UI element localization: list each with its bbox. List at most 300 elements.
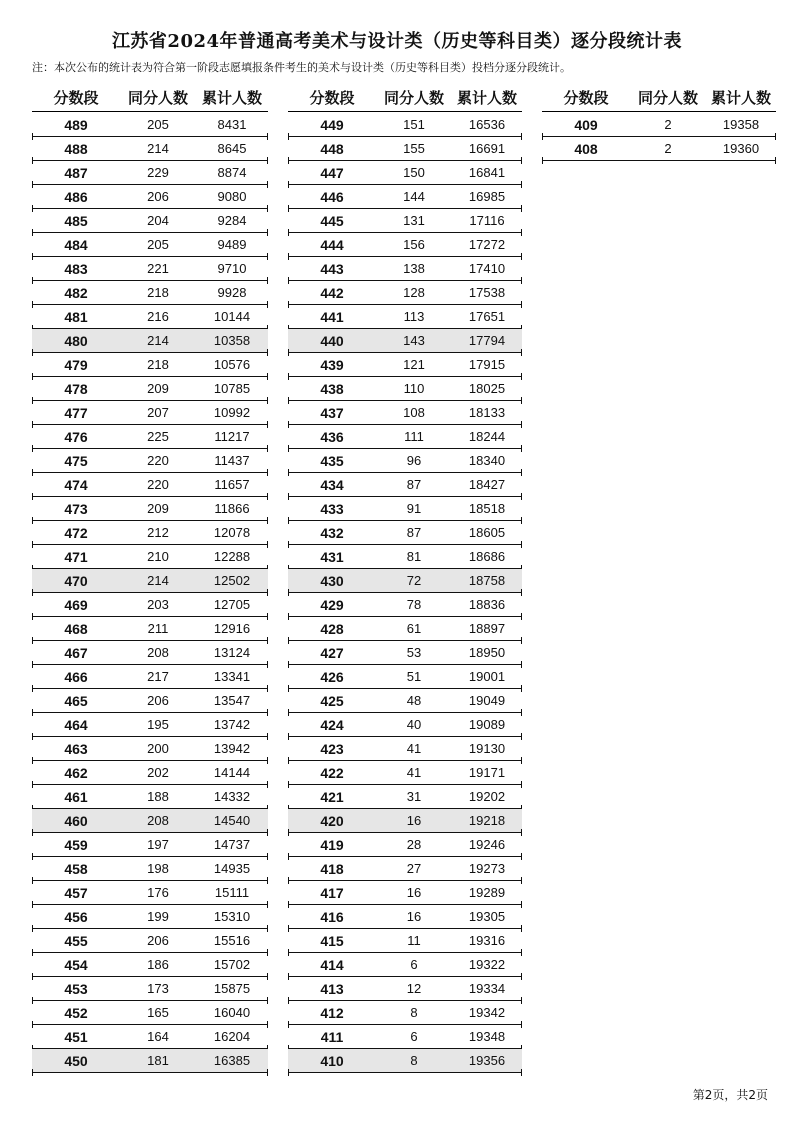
same-count-cell: 8 [410,1005,418,1020]
cumulative-cell: 18605 [468,525,506,540]
cumulative-cell: 18025 [468,381,506,396]
score-cell: 442 [320,284,344,301]
same-count-cell: 41 [406,741,422,756]
score-cell: 439 [320,356,344,373]
cumulative-cell: 14332 [213,789,251,804]
table-row [32,833,268,857]
table-row [288,329,522,353]
cumulative-cell: 19342 [468,1005,506,1020]
score-cell: 486 [64,188,88,205]
table-row [288,713,522,737]
table-row [288,425,522,449]
cumulative-cell: 17538 [468,285,506,300]
score-cell: 466 [64,668,88,685]
table-row [288,113,522,137]
table-header [542,86,776,108]
score-cell: 416 [320,908,344,925]
cumulative-cell: 10144 [213,309,251,324]
score-cell: 437 [320,404,344,421]
score-cell: 410 [320,1052,344,1069]
same-count-cell: 2 [664,141,672,156]
cumulative-cell: 8431 [217,117,247,132]
same-count-cell: 138 [403,261,425,276]
cumulative-cell: 11217 [214,429,250,444]
table-row [288,305,522,329]
same-count-cell: 48 [406,693,422,708]
table-row [32,665,268,689]
same-count-cell: 202 [147,765,169,780]
cumulative-cell: 19089 [468,717,506,732]
score-cell: 472 [64,524,88,541]
table-header [32,86,268,108]
same-count-cell: 113 [403,309,425,324]
table-row [32,689,268,713]
cumulative-cell: 19360 [722,141,760,156]
same-count-cell: 209 [147,501,169,516]
table-row [32,641,268,665]
table-row [288,785,522,809]
table-row [288,569,522,593]
same-count-cell: 53 [406,645,422,660]
score-cell: 422 [320,764,344,781]
table-row [288,353,522,377]
cumulative-cell: 14935 [213,861,251,876]
same-count-cell: 216 [147,309,169,324]
table-row [32,617,268,641]
cumulative-cell: 9928 [217,285,247,300]
table-row [32,281,268,305]
table-row [288,281,522,305]
table-row [32,449,268,473]
cumulative-cell: 16691 [468,141,506,156]
table-row [288,977,522,1001]
score-cell: 489 [64,116,88,133]
score-table-column-2 [288,86,522,1073]
cumulative-cell: 19356 [468,1053,506,1068]
same-count-cell: 220 [147,453,169,468]
cumulative-cell: 10358 [213,333,251,348]
cumulative-cell: 19001 [468,669,506,684]
score-cell: 445 [320,212,344,229]
score-cell: 452 [64,1004,88,1021]
table-row [288,161,522,185]
same-count-cell: 51 [406,669,422,684]
score-cell: 438 [320,380,344,397]
cumulative-cell: 19273 [468,861,506,876]
table-row [288,1025,522,1049]
score-cell: 462 [64,764,88,781]
header-score: 分数段 [309,88,355,107]
score-cell: 435 [320,452,344,469]
table-row [288,761,522,785]
table-row [542,137,776,161]
cumulative-cell: 16040 [213,1005,251,1020]
score-cell: 411 [320,1028,344,1045]
cumulative-cell: 8874 [217,165,247,180]
same-count-cell: 214 [147,573,169,588]
cumulative-cell: 19305 [468,909,506,924]
same-count-cell: 210 [147,549,169,564]
table-row [288,545,522,569]
same-count-cell: 214 [147,333,169,348]
table-row [32,113,268,137]
table-row [288,1001,522,1025]
table-row [32,713,268,737]
score-cell: 440 [320,332,344,349]
cumulative-cell: 18686 [468,549,506,564]
same-count-cell: 78 [406,597,422,612]
same-count-cell: 173 [147,981,169,996]
table-row [32,1049,268,1073]
score-cell: 434 [320,476,344,493]
table-row [32,593,268,617]
table-row [32,905,268,929]
same-count-cell: 41 [406,765,422,780]
cumulative-cell: 19334 [468,981,506,996]
cumulative-cell: 13742 [213,717,251,732]
cumulative-cell: 18518 [468,501,506,516]
table-row [32,881,268,905]
cumulative-cell: 15875 [213,981,251,996]
same-count-cell: 110 [403,381,425,396]
score-cell: 426 [320,668,344,685]
same-count-cell: 143 [403,333,425,348]
table-row [288,233,522,257]
cumulative-cell: 8645 [217,141,247,156]
same-count-cell: 111 [404,429,424,444]
table-row [32,929,268,953]
same-count-cell: 218 [147,285,169,300]
cumulative-cell: 13547 [213,693,251,708]
score-cell: 412 [320,1004,344,1021]
cumulative-cell: 19358 [722,117,760,132]
score-cell: 420 [320,812,344,829]
score-cell: 449 [320,116,344,133]
same-count-cell: 150 [403,165,425,180]
table-row [288,209,522,233]
header-same-count: 同分人数 [637,88,698,107]
score-cell: 433 [320,500,344,517]
same-count-cell: 16 [406,885,422,900]
table-row [32,185,268,209]
cumulative-cell: 12916 [213,621,251,636]
score-cell: 476 [64,428,88,445]
same-count-cell: 144 [403,189,425,204]
cumulative-cell: 18133 [468,405,506,420]
cumulative-cell: 16841 [468,165,506,180]
same-count-cell: 212 [147,525,169,540]
same-count-cell: 128 [403,285,425,300]
cumulative-cell: 17116 [469,213,505,228]
same-count-cell: 220 [147,477,169,492]
same-count-cell: 181 [147,1053,169,1068]
table-row [32,233,268,257]
table-header [288,86,522,108]
score-cell: 483 [64,260,88,277]
same-count-cell: 6 [410,957,418,972]
table-row [32,425,268,449]
cumulative-cell: 17794 [468,333,506,348]
table-row [288,257,522,281]
same-count-cell: 221 [147,261,169,276]
table-row [32,137,268,161]
header-rule [288,111,522,112]
same-count-cell: 16 [406,813,422,828]
table-row [288,521,522,545]
table-row [32,401,268,425]
same-count-cell: 217 [147,669,169,684]
cumulative-cell: 19130 [468,741,506,756]
score-cell: 424 [320,716,344,733]
score-cell: 414 [320,956,344,973]
same-count-cell: 208 [147,645,169,660]
table-row [288,401,522,425]
score-cell: 446 [320,188,344,205]
cumulative-cell: 17272 [468,237,506,252]
table-row [288,497,522,521]
table-row [32,161,268,185]
cumulative-cell: 18897 [468,621,506,636]
table-row [32,857,268,881]
score-cell: 459 [64,836,88,853]
score-cell: 461 [64,788,88,805]
same-count-cell: 121 [403,357,425,372]
same-count-cell: 186 [147,957,169,972]
same-count-cell: 87 [406,525,422,540]
same-count-cell: 6 [410,1029,418,1044]
cumulative-cell: 10785 [213,381,251,396]
same-count-cell: 214 [147,141,169,156]
table-row [32,569,268,593]
score-cell: 453 [64,980,88,997]
cumulative-cell: 13124 [213,645,251,660]
score-cell: 482 [64,284,88,301]
cumulative-cell: 13942 [213,741,251,756]
same-count-cell: 156 [403,237,425,252]
cumulative-cell: 14540 [213,813,251,828]
same-count-cell: 11 [407,933,421,948]
cumulative-cell: 9284 [217,213,247,228]
same-count-cell: 199 [147,909,169,924]
cumulative-cell: 12288 [213,549,251,564]
score-cell: 457 [64,884,88,901]
score-cell: 474 [64,476,88,493]
same-count-cell: 2 [664,117,672,132]
score-cell: 475 [64,452,88,469]
cumulative-cell: 10576 [213,357,251,372]
score-cell: 413 [320,980,344,997]
same-count-cell: 188 [147,789,169,804]
same-count-cell: 195 [147,717,169,732]
cumulative-cell: 16985 [468,189,506,204]
cumulative-cell: 18340 [468,453,506,468]
cumulative-cell: 9489 [217,237,247,252]
table-row [288,473,522,497]
score-table-column-1 [32,86,268,1073]
cumulative-cell: 15310 [213,909,251,924]
header-cumulative: 累计人数 [201,88,262,107]
score-cell: 455 [64,932,88,949]
same-count-cell: 12 [406,981,422,996]
score-cell: 423 [320,740,344,757]
table-row [288,617,522,641]
table-row [288,905,522,929]
score-cell: 454 [64,956,88,973]
score-cell: 460 [64,812,88,829]
score-cell: 487 [64,164,88,181]
header-rule [542,111,776,112]
header-rule [32,111,268,112]
score-cell: 468 [64,620,88,637]
score-cell: 415 [320,932,344,949]
score-cell: 469 [64,596,88,613]
table-row [32,545,268,569]
table-row [288,137,522,161]
table-row [288,953,522,977]
score-cell: 419 [320,836,344,853]
score-cell: 450 [64,1052,88,1069]
cumulative-cell: 17915 [468,357,506,372]
same-count-cell: 204 [147,213,169,228]
cumulative-cell: 19348 [468,1029,506,1044]
header-cumulative: 累计人数 [456,88,517,107]
score-cell: 477 [64,404,88,421]
cumulative-cell: 16536 [468,117,506,132]
same-count-cell: 206 [147,189,169,204]
cumulative-cell: 9710 [217,261,247,276]
cumulative-cell: 13341 [213,669,251,684]
table-row [32,761,268,785]
score-cell: 421 [320,788,344,805]
same-count-cell: 87 [406,477,422,492]
score-cell: 427 [320,644,344,661]
cumulative-cell: 11866 [214,501,250,516]
same-count-cell: 40 [406,717,422,732]
score-cell: 463 [64,740,88,757]
table-row [288,665,522,689]
cumulative-cell: 15702 [213,957,251,972]
same-count-cell: 206 [147,693,169,708]
same-count-cell: 205 [147,117,169,132]
table-row [32,953,268,977]
same-count-cell: 151 [403,117,425,132]
table-row [288,689,522,713]
cumulative-cell: 12705 [213,597,251,612]
same-count-cell: 209 [147,381,169,396]
same-count-cell: 200 [147,741,169,756]
score-cell: 417 [320,884,344,901]
table-row [32,785,268,809]
cumulative-cell: 18950 [468,645,506,660]
header-score: 分数段 [53,88,99,107]
cumulative-cell: 18836 [468,597,506,612]
table-row [288,593,522,617]
same-count-cell: 96 [406,453,422,468]
table-row [288,377,522,401]
score-cell: 428 [320,620,344,637]
cumulative-cell: 14737 [213,837,251,852]
cumulative-cell: 18244 [468,429,506,444]
same-count-cell: 155 [403,141,425,156]
header-cumulative: 累计人数 [710,88,771,107]
score-cell: 451 [64,1028,88,1045]
table-row [288,881,522,905]
table-row [288,1049,522,1073]
table-note: 注：本次公布的统计表为符合第一阶段志愿填报条件考生的美术与设计类（历史等科目类）投档分逐分段统计。 [32,61,571,74]
same-count-cell: 108 [403,405,425,420]
score-cell: 418 [320,860,344,877]
table-row [32,473,268,497]
table-row [288,833,522,857]
score-cell: 484 [64,236,88,253]
cumulative-cell: 17410 [468,261,506,276]
table-row [32,257,268,281]
cumulative-cell: 19322 [468,957,506,972]
table-row [32,305,268,329]
table-row [32,497,268,521]
cumulative-cell: 19049 [468,693,506,708]
same-count-cell: 211 [147,621,169,636]
table-row [32,1025,268,1049]
same-count-cell: 203 [147,597,169,612]
same-count-cell: 28 [406,837,422,852]
cumulative-cell: 18427 [468,477,506,492]
cumulative-cell: 9080 [217,189,247,204]
score-cell: 408 [574,140,598,157]
same-count-cell: 72 [406,573,422,588]
table-row [32,521,268,545]
cumulative-cell: 16204 [213,1029,251,1044]
cumulative-cell: 12502 [213,573,251,588]
score-cell: 481 [64,308,88,325]
table-row [32,737,268,761]
score-cell: 432 [320,524,344,541]
cumulative-cell: 11437 [214,453,250,468]
score-cell: 473 [64,500,88,517]
cumulative-cell: 17651 [468,309,506,324]
same-count-cell: 165 [147,1005,169,1020]
page-footer: 第2页，共2页 [692,1088,768,1102]
table-row [32,209,268,233]
score-cell: 443 [320,260,344,277]
cumulative-cell: 19171 [468,765,506,780]
table-row [32,809,268,833]
score-cell: 436 [320,428,344,445]
score-table-column-3 [542,86,776,161]
same-count-cell: 31 [406,789,422,804]
score-cell: 458 [64,860,88,877]
score-cell: 448 [320,140,344,157]
cumulative-cell: 14144 [213,765,251,780]
same-count-cell: 208 [147,813,169,828]
score-cell: 464 [64,716,88,733]
table-row [288,857,522,881]
table-row [32,1001,268,1025]
same-count-cell: 131 [403,213,425,228]
same-count-cell: 205 [147,237,169,252]
table-row [288,449,522,473]
cumulative-cell: 19202 [468,789,506,804]
score-cell: 441 [320,308,344,325]
score-cell: 429 [320,596,344,613]
cumulative-cell: 15516 [213,933,251,948]
header-score: 分数段 [563,88,609,107]
table-row [32,353,268,377]
same-count-cell: 176 [147,885,169,900]
score-cell: 444 [320,236,344,253]
same-count-cell: 8 [410,1053,418,1068]
cumulative-cell: 11657 [214,477,250,492]
